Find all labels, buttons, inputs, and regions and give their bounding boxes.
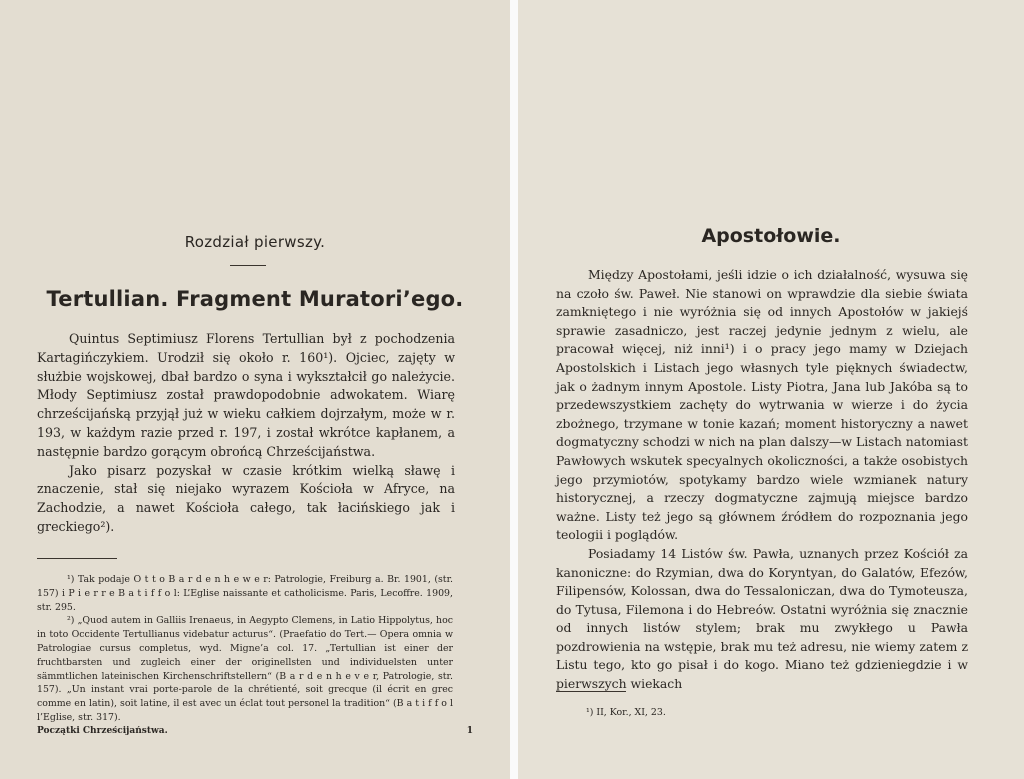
footnote: ²) „Quod autem in Galliis Irenaeus, in Aegypto Clemens, in Latio Hippolytus, hoc in toto Occidente Tertullianus videbatur acturus“. (Praefatio do Tert.— Opera omnia w Patrologiae cursus completus, wyd. Migne’a col. 17. „Tertullian ist einer der fruchtbarsten und zugleich einer der originellsten und individuelsten unter sämmtlichen lateinischen Kirchenschriftstellern“ (B a r d e n h e v e r, Patrologie, str. 157). „Un instant vrai porte-parole de la chrétienté, soit grecque (il écrit en grec comme en latin), soit latine, il est avec un éclat tout personel la tradition“ (B a t i f f o l l’Eglise, str. 317). [37, 615, 453, 723]
left-body [37, 330, 455, 537]
left-paragraph: Jako pisarz pozyskał w czasie krótkim wielką sławę i znaczenie, stał się niejako wyrazem Kościoła w Afryce, na Zachodzie, a nawet Kościoła całego, tak łacińskiego jak i greckiego²). [37, 462, 455, 534]
page-number: 1 [466, 726, 473, 736]
footnote-rule [556, 691, 626, 692]
chapter-rule [230, 265, 266, 266]
running-footer: Początki Chrześcijaństwa. [37, 726, 168, 736]
page-footer [37, 726, 473, 736]
right-footnote: ¹) II, Kor., XI, 23. [586, 707, 666, 718]
footnote: ¹) Tak podaje O t t o B a r d e n h e w e r: Patrologie, Freiburg a. Br. 1901, (str. 157) i P i e r r e B a t i f f o l: L’Eglise naissante et catholicisme. Paris, Lecoffre. 1909, str. 295. [37, 574, 453, 613]
page-gutter [510, 0, 518, 779]
right-paragraph: Posiadamy 14 Listów św. Pawła, uznanych przez Kościół za kanoniczne: do Rzymian, dwa do Koryntyan, do Galatów, Efezów, Filipensów, Kolossan, dwa do Tessaloniczan, dwa do Tymoteusza, do Tytusa, Filemona i do Hebreów. Ostatni wyróżnia się znacznie od innych listów stylem; brak mu zwykłego u Pawła pozdrowienia na wstępie, brak mu też adresu, nie wiemy zatem z Listu tego, kto go pisał i do kogo. Miano też gdzieniegdzie i w pierwszych wiekach [556, 545, 968, 692]
left-paragraph: Quintus Septimiusz Florens Tertullian był z pochodzenia Kartagińczykiem. Urodził się około r. 160¹). Ojciec, zajęty w służbie wojskowej, dbał bardzo o syna i wykształcił go należycie. Młody Septimiusz został prawdopodobnie adwokatem. Wiarę chrześcijańską przyjął już w wieku całkiem dojrzałym, może w r. 193, w każdym razie przed r. 197, i został wkrótce kapłanem, a następnie bardzo gorącym obrońcą Chrześcijaństwa. [37, 331, 455, 459]
footnote-rule [37, 558, 117, 559]
right-body [556, 266, 968, 694]
left-footnotes [37, 573, 453, 725]
chapter-heading: Rozdział pierwszy. [184, 233, 326, 251]
section-title: Apostołowie. [701, 225, 841, 247]
chapter-title: Tertullian. Fragment Muratori’ego. [46, 287, 464, 311]
right-paragraph: Między Apostołami, jeśli idzie o ich działalność, wysuwa się na czoło św. Paweł. Nie stanowi on wprawdzie dla siebie świata zamkniętego i nie wyróżnia się od innych Apostołów w jakiejś sprawie zasadniczo, jest raczej jedynie jednym z wielu, ale pracował więcej, niż inni¹) i o pracy jego mamy w Dziejach Apostolskich i Listach jego własnych tyle pięknych świadectw, jak o żadnym innym Apostole. Listy Piotra, Jana lub Jakóba są to przedewszystkiem zachęty do wytrwania w wierze i do życia zbożnego, trzymane w tonie kazań; moment historyczny a nawet dogmatyczny schodzi w nich na plan dalszy—w Listach natomiast Pawłowych wskutek specyalnych okoliczności, a także osobistych jego przymiotów, spotykamy bardzo wiele wzmianek natury historycznej, a rzeczy dogmatyczne zajmują miejsce bardzo ważne. Listy też jego są głównem źródłem do rozpoznania jego teologii i poglądów. [556, 267, 968, 543]
